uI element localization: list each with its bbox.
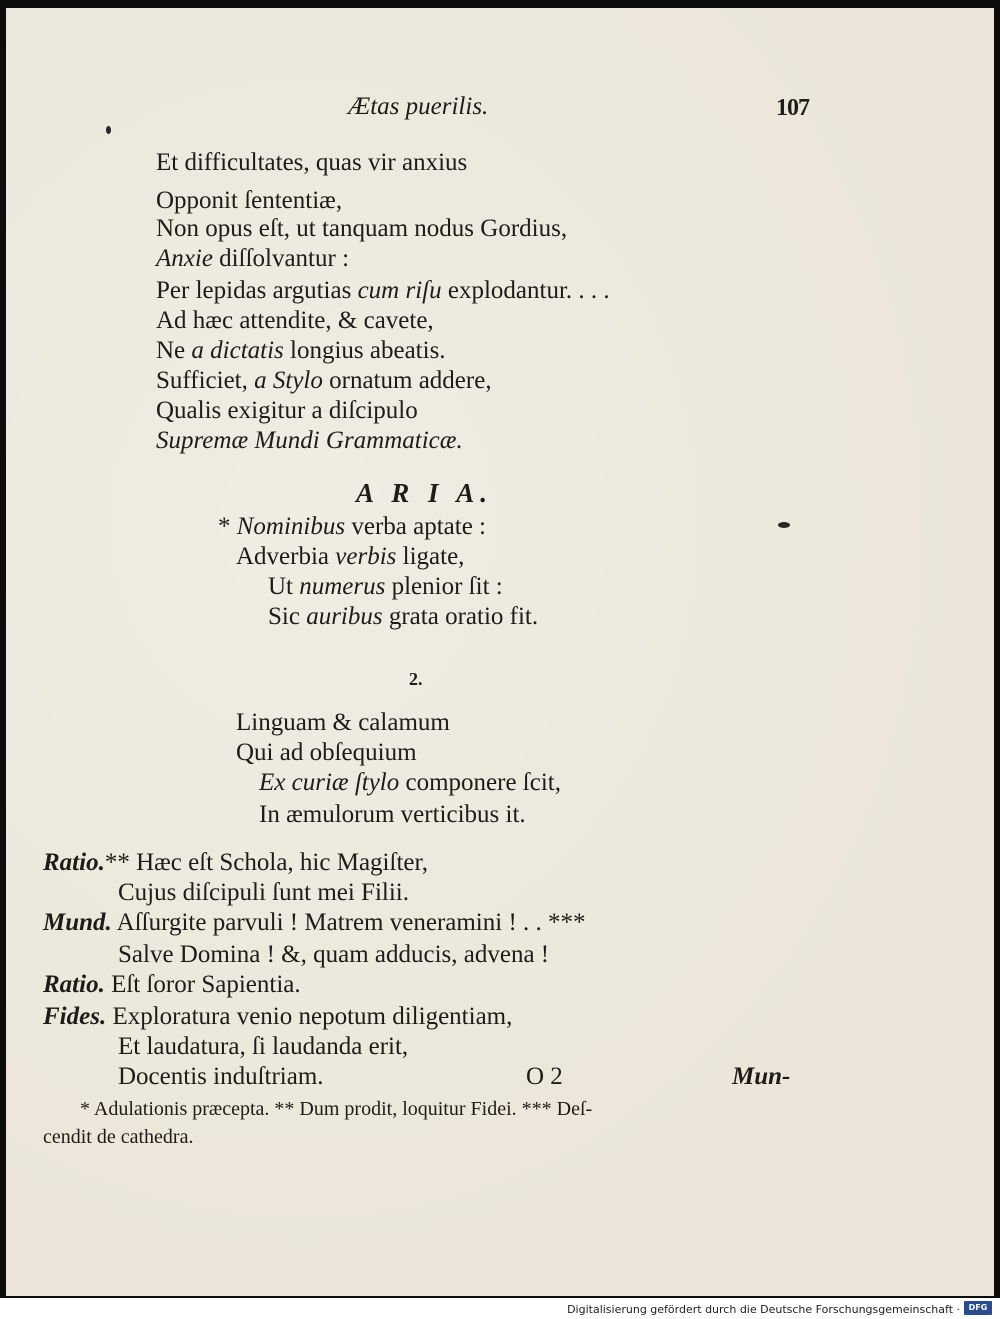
- text-run: plenior ſit :: [385, 573, 503, 600]
- italic-word: Ex curiæ ſtylo: [259, 769, 400, 796]
- text-run: Exploratura venio nepotum diligentiam,: [106, 1003, 513, 1030]
- italic-word: auribus: [306, 603, 383, 630]
- italic-word: verbis: [335, 543, 397, 570]
- digitization-credit: Digitalisierung gefördert durch die Deutsche Forschungsgemeinschaft ·: [567, 1303, 960, 1316]
- running-head: Ætas puerilis.: [348, 93, 489, 120]
- page-number: 107: [776, 95, 809, 121]
- verse-line: In æmulorum verticibus it.: [259, 801, 526, 828]
- aria-heading: A R I A.: [356, 478, 494, 508]
- text-run: longius abeatis.: [283, 337, 446, 364]
- italic-word: a dictatis: [191, 337, 284, 364]
- text-run: Per lepidas argutias: [156, 277, 358, 304]
- text-run: Sufficiet,: [156, 367, 255, 394]
- italic-word: numerus: [299, 573, 386, 600]
- text-run: ** Hæc eſt Schola, hic Magiſter,: [104, 849, 429, 876]
- verse-line: [259, 768, 561, 798]
- verse-line: Linguam & calamum: [236, 709, 450, 736]
- text-run: grata oratio fit.: [382, 603, 539, 630]
- ink-speck: [778, 522, 790, 528]
- text-line: [156, 366, 492, 396]
- dfg-logo: DFG: [964, 1301, 992, 1315]
- text-run: Aſſurgite parvuli ! Matrem veneramini ! . . ***: [111, 909, 586, 936]
- text-line: [156, 276, 610, 306]
- text-run: ornatum addere,: [322, 367, 492, 394]
- book-page: [6, 8, 994, 1296]
- verse-line: [236, 542, 464, 572]
- text-run: explodantur. . . .: [441, 277, 610, 304]
- text-line: [156, 244, 349, 274]
- italic-word: a Stylo: [254, 367, 323, 394]
- dialogue-line: Salve Domina ! &, quam adducis, advena !: [118, 941, 550, 968]
- dialogue-line: Cujus diſcipuli ſunt mei Filii.: [118, 879, 409, 906]
- dialogue-line: Docentis induſtriam.: [118, 1063, 324, 1090]
- text-line: Opponit ſententiæ,: [156, 187, 343, 214]
- speaker-name: Ratio.: [43, 849, 105, 876]
- text-run: Ut: [268, 573, 300, 600]
- text-line: Et difficultates, quas vir anxius: [156, 149, 468, 176]
- text-run: diſſolvantur :: [212, 245, 350, 272]
- italic-word: cum riſu: [357, 277, 442, 304]
- dialogue-line: [43, 908, 586, 938]
- text-run: Adverbia: [236, 543, 336, 570]
- dialogue-line: [43, 970, 301, 1000]
- footnote-mark: *: [218, 513, 237, 540]
- footnote-line: * Adulationis præcepta. ** Dum prodit, loquitur Fidei. *** Deſ-: [80, 1098, 593, 1120]
- text-line: Non opus eſt, ut tanquam nodus Gordius,: [156, 215, 568, 242]
- text-line: [156, 336, 446, 366]
- verse-line: [268, 602, 538, 632]
- strophe-number: 2.: [409, 669, 423, 689]
- ink-speck: [106, 126, 111, 134]
- text-run: ligate,: [396, 543, 465, 570]
- text-run: verba aptate :: [345, 513, 487, 540]
- footnote-line: cendit de cathedra.: [43, 1126, 194, 1148]
- text-run: Sic: [268, 603, 307, 630]
- verse-line: Qui ad obſequium: [236, 739, 417, 766]
- dialogue-line: [43, 848, 428, 878]
- text-run: Eſt ſoror Sapientia.: [104, 971, 301, 998]
- text-run: componere ſcit,: [399, 769, 561, 796]
- dialogue-line: Et laudatura, ſi laudanda erit,: [118, 1033, 409, 1060]
- speaker-name: Fides.: [43, 1003, 107, 1030]
- italic-word: Nominibus: [236, 513, 346, 540]
- dialogue-line: [43, 1002, 512, 1032]
- signature-mark: O 2: [526, 1063, 563, 1090]
- text-line: Ad hæc attendite, & cavete,: [156, 307, 434, 334]
- verse-line: [218, 512, 486, 542]
- verse-line: [268, 572, 503, 602]
- text-line: Qualis exigitur a diſcipulo: [156, 397, 418, 424]
- text-run: Ne: [156, 337, 192, 364]
- catchword: Mun-: [732, 1063, 791, 1090]
- italic-word: Anxie: [156, 245, 213, 272]
- speaker-name: Mund.: [43, 909, 112, 936]
- text-line: Supremæ Mundi Grammaticæ.: [156, 427, 463, 454]
- speaker-name: Ratio.: [43, 971, 105, 998]
